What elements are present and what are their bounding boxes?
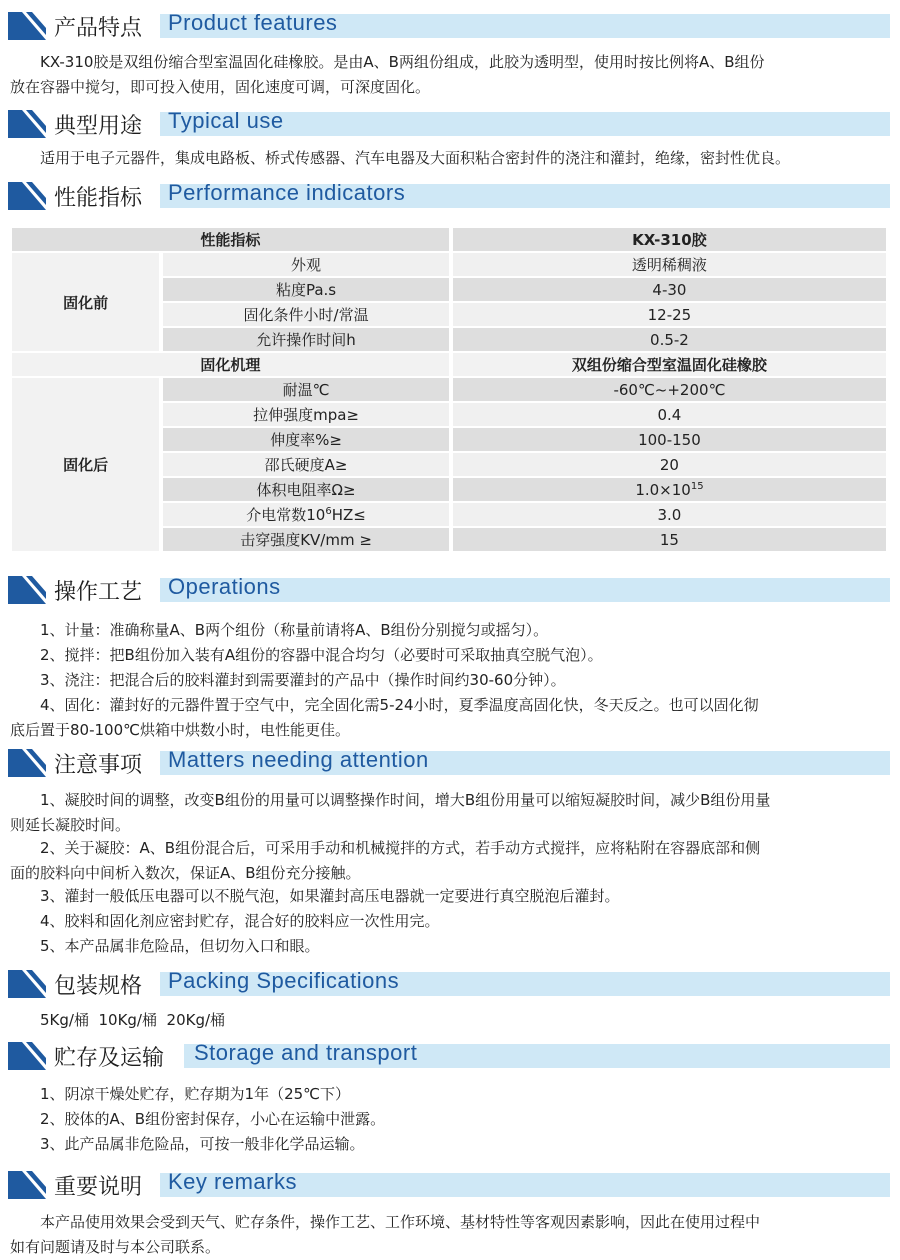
performance-table <box>12 226 886 553</box>
section-title-cn: 性能指标 <box>54 186 143 211</box>
mechanism-label: 固化机理 <box>12 353 449 376</box>
property-value: 3.0 <box>449 503 886 526</box>
section-title-cn: 典型用途 <box>54 114 143 139</box>
section-title-en: Storage and transport <box>194 1040 418 1065</box>
table-header-row <box>12 228 886 251</box>
resist-base: 1.0×10 <box>635 480 691 499</box>
property-name: 拉伸强度mpa≥ <box>159 403 449 426</box>
section-title-cn: 产品特点 <box>54 16 143 41</box>
group-label-before: 固化前 <box>12 253 159 351</box>
ops-line: 3、浇注：把混合后的胶料灌封到需要灌封的产品中（操作时间约30-60分钟）。 <box>40 671 566 689</box>
section-title-en: Key remarks <box>168 1169 297 1194</box>
section-arrow-icon <box>8 110 46 138</box>
section-header-attention <box>8 745 890 781</box>
property-value: 0.4 <box>449 403 886 426</box>
attention-line: 2、关于凝胶：A、B组份混合后，可采用手动和机械搅拌的方式，若手动方式搅拌，应将粘附在容器底部和侧 <box>40 839 761 857</box>
remarks-line: 如有问题请及时与本公司联系。 <box>10 1238 221 1256</box>
property-value: 透明稀稠液 <box>449 253 886 276</box>
attention-line: 面的胶料向中间析入数次，保证A、B组份充分接触。 <box>10 864 361 882</box>
group-label-after: 固化后 <box>12 378 159 551</box>
property-value: -60℃~+200℃ <box>449 378 886 401</box>
section-header-use <box>8 106 890 142</box>
section-header-packing <box>8 966 890 1002</box>
packing-text: 5Kg/桶 10Kg/桶 20Kg/桶 <box>40 1011 226 1029</box>
property-value: 20 <box>449 453 886 476</box>
property-name: 外观 <box>159 253 449 276</box>
property-name: 固化条件小时/常温 <box>159 303 449 326</box>
dielec-exponent: 6 <box>325 506 332 517</box>
section-title-cn: 贮存及运输 <box>54 1046 165 1071</box>
section-title-en: Performance indicators <box>168 180 406 205</box>
remarks-line: 本产品使用效果会受到天气、贮存条件，操作工艺、工作环境、基材特性等客观因素影响，因此在使用过程中 <box>40 1213 761 1231</box>
property-name: 伸度率%≥ <box>159 428 449 451</box>
section-title-cn: 重要说明 <box>54 1175 143 1200</box>
storage-line: 1、阴凉干燥处贮存，贮存期为1年（25℃下） <box>40 1085 351 1103</box>
features-text-line: KX-310胶是双组份缩合型室温固化硅橡胶。是由A、B两组份组成，此胶为透明型，使用时按比例将A、B组份 <box>40 53 765 71</box>
section-header-remarks <box>8 1167 890 1203</box>
ops-line: 4、固化：灌封好的元器件置于空气中，完全固化需5-24小时，夏季温度高固化快，冬天反之。也可以固化彻 <box>40 696 759 714</box>
property-value <box>449 478 886 501</box>
property-name: 耐温℃ <box>159 378 449 401</box>
section-title-cn: 操作工艺 <box>54 580 143 605</box>
section-title-cn: 注意事项 <box>54 753 143 778</box>
section-arrow-icon <box>8 12 46 40</box>
property-name: 允许操作时间h <box>159 328 449 351</box>
section-header-storage <box>8 1038 890 1074</box>
property-value: 12-25 <box>449 303 886 326</box>
dielec-post: HZ≤ <box>331 506 366 524</box>
property-value: 15 <box>449 528 886 551</box>
section-header-features <box>8 8 890 44</box>
section-arrow-icon <box>8 1171 46 1199</box>
header-cell: 性能指标 <box>12 228 449 251</box>
use-text: 适用于电子元器件，集成电路板、桥式传感器、汽车电器及大面积粘合密封件的浇注和灌封，绝缘，密封性优良。 <box>40 149 791 167</box>
ops-line: 底后置于80-100℃烘箱中烘数小时，电性能更佳。 <box>10 721 350 739</box>
resist-exponent: 15 <box>690 480 704 492</box>
property-value: 0.5-2 <box>449 328 886 351</box>
section-title-cn: 包装规格 <box>54 974 143 999</box>
attention-line: 1、凝胶时间的调整，改变B组份的用量可以调整操作时间，增大B组份用量可以缩短凝胶时间，减少B组份用量 <box>40 791 771 809</box>
section-title-en: Product features <box>168 10 338 35</box>
property-value: 100-150 <box>449 428 886 451</box>
table-row <box>12 353 886 376</box>
section-title-en: Matters needing attention <box>168 747 429 772</box>
section-arrow-icon <box>8 1042 46 1070</box>
ops-line: 2、搅拌：把B组份加入装有A组份的容器中混合均匀（必要时可采取抽真空脱气泡）。 <box>40 646 603 664</box>
mechanism-value: 双组份缩合型室温固化硅橡胶 <box>449 353 886 376</box>
table-row <box>12 378 886 401</box>
section-arrow-icon <box>8 970 46 998</box>
attention-line: 4、胶料和固化剂应密封贮存，混合好的胶料应一次性用完。 <box>40 912 440 930</box>
property-name: 体积电阻率Ω≥ <box>159 478 449 501</box>
section-header-performance <box>8 178 890 214</box>
storage-line: 2、胶体的A、B组份密封保存，小心在运输中泄露。 <box>40 1110 386 1128</box>
ops-line: 1、计量：准确称量A、B两个组份（称量前请将A、B组份分别搅匀或摇匀）。 <box>40 621 549 639</box>
table-row <box>12 253 886 276</box>
section-title-en: Operations <box>168 574 281 599</box>
features-text-line: 放在容器中搅匀，即可投入使用，固化速度可调，可深度固化。 <box>10 78 431 96</box>
attention-line: 5、本产品属非危险品，但切勿入口和眼。 <box>40 937 320 955</box>
header-cell: KX-310胶 <box>449 228 886 251</box>
property-value: 4-30 <box>449 278 886 301</box>
property-name <box>159 503 449 526</box>
attention-line: 则延长凝胶时间。 <box>10 816 131 834</box>
section-title-en: Typical use <box>168 108 284 133</box>
dielec-pre: 介电常数10 <box>246 506 326 524</box>
property-name: 邵氏硬度A≥ <box>159 453 449 476</box>
section-arrow-icon <box>8 576 46 604</box>
section-title-en: Packing Specifications <box>168 968 400 993</box>
attention-line: 3、灌封一般低压电器可以不脱气泡，如果灌封高压电器就一定要进行真空脱泡后灌封。 <box>40 887 620 905</box>
property-name: 粘度Pa.s <box>159 278 449 301</box>
section-arrow-icon <box>8 749 46 777</box>
section-arrow-icon <box>8 182 46 210</box>
section-header-operations <box>8 572 890 608</box>
storage-line: 3、此产品属非危险品，可按一般非化学品运输。 <box>40 1135 365 1153</box>
property-name: 击穿强度KV/mm ≥ <box>159 528 449 551</box>
